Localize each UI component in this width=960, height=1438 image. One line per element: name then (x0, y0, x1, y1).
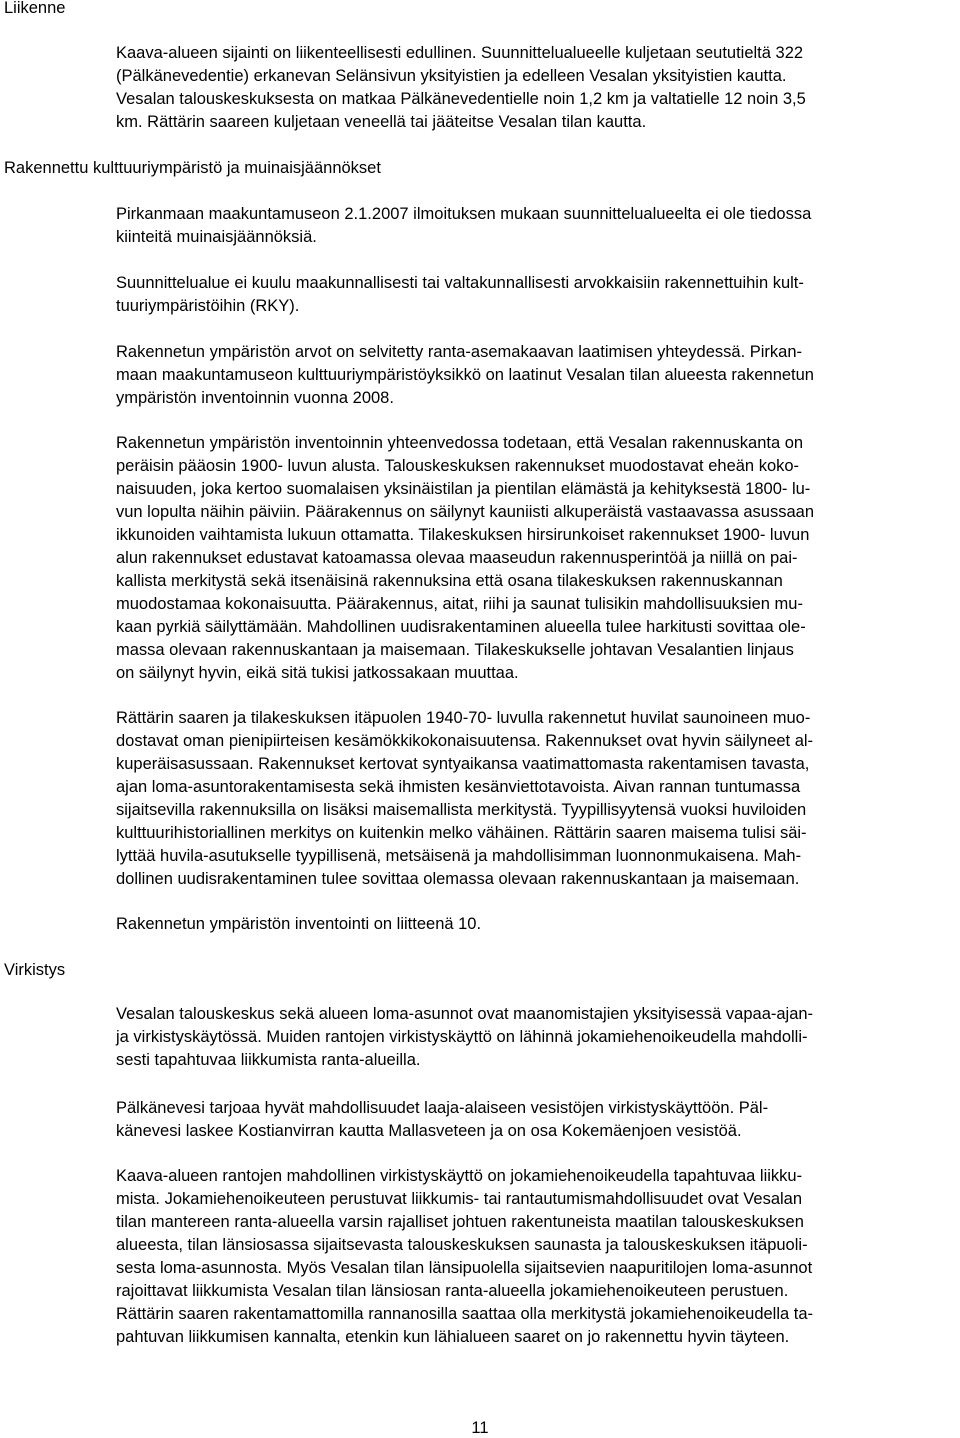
paragraph-kulttuuri-4: Rakennetun ympäristön inventoinnin yhteenvedossa todetaan, että Vesalan rakennuskanta on peräisin pääosin 1900- luvun alusta. Talouskeskuksen rakennukset muodostavat eheän koko- naisuuden, joka kertoo suomalaisen yksinäistilan ja pientilan elämästä ja kehityksestä 1800- lu- vun lopulta näihin päiviin. Päärakennus on säilynyt kauniisti alkuperäistä vastaavassa asussaan ikkunoiden vaihtamista lukuun ottamatta. Tilakeskuksen hirsirunkoiset rakennukset 1900- luvun alun rakennukset edustavat katoamassa olevaa maaseudun rakennusperintöä ja niillä on pai- kallista merkitystä sekä itsenäisinä rakennuksina että osana tilakeskuksen rakennuskannan muodostamaa kokonaisuutta. Päärakennus, aitat, riihi ja saunat tulisikin mahdollisuuksien mu- kaan pyrkiä säilyttämään. Mahdollinen uudisrakentaminen alueella tulee harkitusti sovittaa ole- massa olevaan rakennuskantaan ja maisemaan. Tilakeskukselle johtavan Vesalantien linjaus on säilynyt hyvin, eikä sitä tukisi jatkossakaan muuttaa. (116, 434, 815, 682)
paragraph-kulttuuri-3: Rakennetun ympäristön arvot on selvitetty ranta-asemakaavan laatimisen yhteydessä. Pirkan- maan maakuntamuseon kulttuuriympäristöyksikkö on laatinut Vesalan tilan alueesta rakennetun ympäristön inventoinnin vuonna 2008. (116, 343, 814, 407)
paragraph-kulttuuri-1: Pirkanmaan maakuntamuseon 2.1.2007 ilmoituksen mukaan suunnittelualueelta ei ole tiedossa kiinteitä muinaisjäännöksiä. (116, 205, 812, 246)
paragraph-virkistys-2: Pälkänevesi tarjoaa hyvät mahdollisuudet laaja-alaiseen vesistöjen virkistyskäyttöön. Päl- känevesi laskee Kostianvirran kautta Mallasveteen ja on osa Kokemäenjoen vesistöä. (116, 1099, 769, 1140)
paragraph-virkistys-1: Vesalan talouskeskus sekä alueen loma-asunnot ovat maanomistajien yksityisessä vapaa-ajan- ja virkistyskäytössä. Muiden rantojen virkistyskäyttö on lähinnä jokamiehenoikeudella mahdolli- sesti tapahtuvaa liikkumista ranta-alueilla. (116, 1005, 814, 1069)
section-heading-virkistys: Virkistys (4, 961, 66, 979)
section-heading-kulttuuri: Rakennettu kulttuuriympäristö ja muinaisjäännökset (4, 159, 381, 177)
paragraph-liikenne: Kaava-alueen sijainti on liikenteellisesti edullinen. Suunnittelualueelle kuljetaan seututieltä 322 (Pälkänevedentie) erkanevan Selänsivun yksityistien ja edelleen Vesalan yksityistien kautta. Vesalan talouskeskuksesta on matkaa Pälkänevedentielle noin 1,2 km ja valtatielle 12 noin 3,5 km. Rättärin saareen kuljetaan veneellä tai jääteitse Vesalan tilan kautta. (116, 44, 806, 131)
page-number: 11 (471, 1419, 489, 1437)
paragraph-virkistys-3: Kaava-alueen rantojen mahdollinen virkistyskäyttö on jokamiehenoikeudella tapahtuvaa liikku- mista. Jokamiehenoikeuteen perustuvat liikkumis- tai rantautumismahdollisuudet ovat Vesalan tilan mantereen ranta-alueella varsin rajalliset johtuen rakentuneista maatilan talouskeskuksen alueesta, tilan länsiosassa sijaitsevasta talouskeskuksen saunasta ja talouskeskuksen itäpuoli- sesta loma-asunnosta. Myös Vesalan tilan länsipuolella sijaitsevien naapuritilojen loma-asunnot rajoittavat liikkumista Vesalan tilan länsiosan ranta-alueella jokamiehenoikeuteen perustuen. Rättärin saaren rakentamattomilla rannanosilla saattaa olla merkitystä jokamiehenoikeudella ta- pahtuvan liikkumisen kannalta, etenkin kun lähialueen saaret on jo rakennettu hyvin täyteen. (116, 1167, 814, 1346)
paragraph-kulttuuri-2: Suunnittelualue ei kuulu maakunnallisesti tai valtakunnallisesti arvokkaisiin rakennettuihin kult- tuuriympäristöihin (RKY). (116, 274, 804, 315)
paragraph-kulttuuri-5: Rättärin saaren ja tilakeskuksen itäpuolen 1940-70- luvulla rakennetut huvilat saunoineen muo- dostavat oman pienipiirteisen kesämökkikokonaisuutensa. Rakennukset ovat hyvin säilyneet al- kuperäisasussaan. Rakennukset kertovat syntyaikansa vaatimattomasta rakentamisen tavasta, ajan loma-asuntorakentamisesta sekä ihmisten kesänviettotavoista. Aivan rannan tuntumassa sijaitsevilla rakennuksilla on lisäksi maisemallista merkitystä. Tyypillisyytensä vuoksi huviloiden kulttuurihistoriallinen merkitys on kuitenkin melko vähäinen. Rättärin saaren maisema tulisi säi- lyttää huvila-asutukselle tyypillisenä, metsäisenä ja mahdollisimman luonnonmukaisena. Mah- dollinen uudisrakentaminen tulee sovittaa olemassa olevaan rakennuskantaan ja maisemaan. (116, 709, 814, 888)
paragraph-kulttuuri-6: Rakennetun ympäristön inventointi on liitteenä 10. (116, 915, 482, 933)
section-heading-liikenne: Liikenne (4, 0, 66, 17)
